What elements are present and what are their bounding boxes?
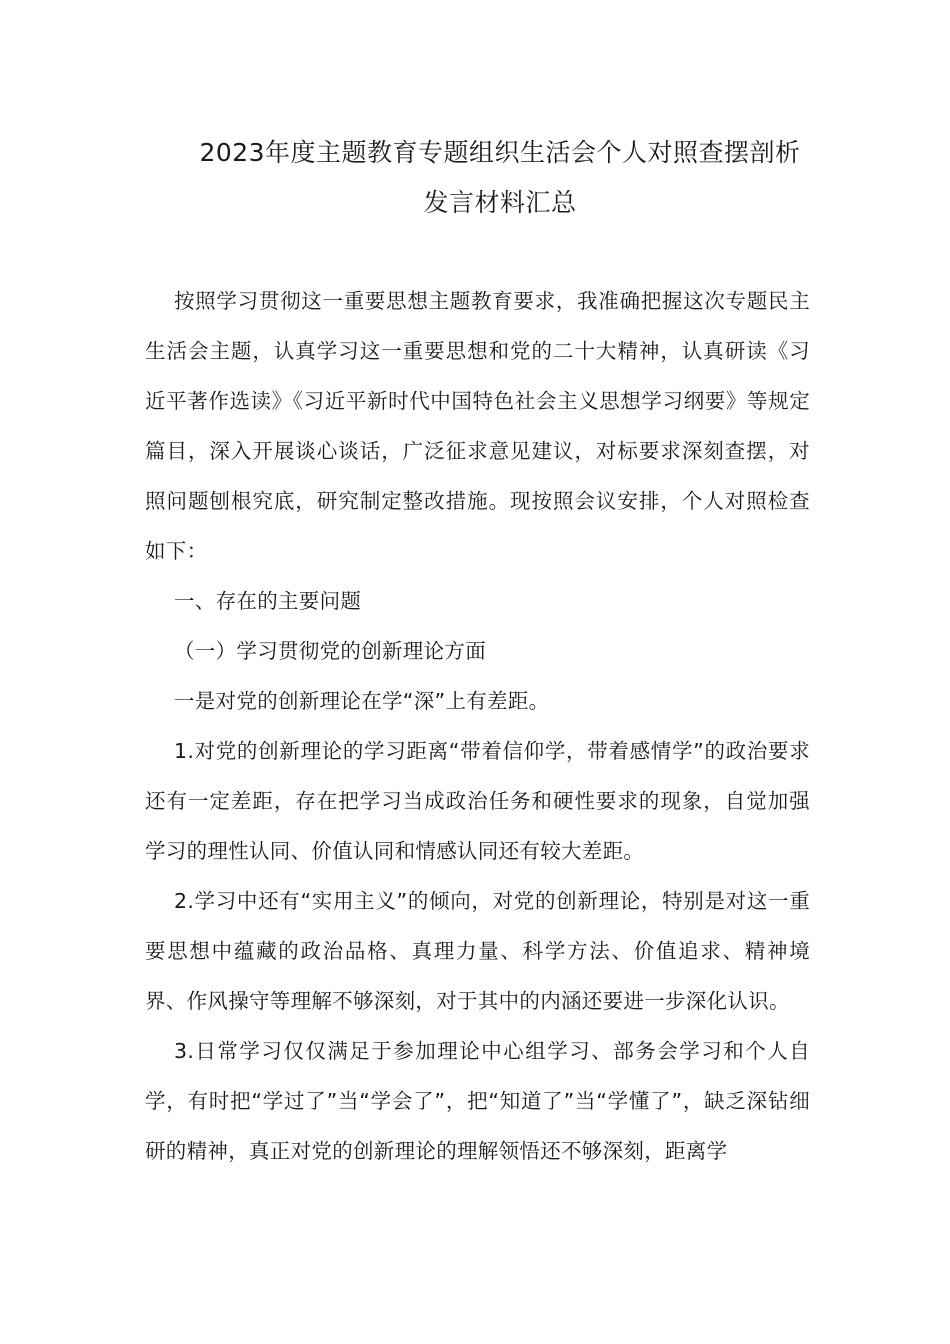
paragraph-item-3: 3.日常学习仅仅满足于参加理论中心组学习、部务会学习和个人自学，有时把“学过了”当“学会了”，把“知道了”当“学懂了”，缺乏深钻细研的精神，真正对党的创新理论的理解领悟还不够深刻，距离学 [145,1039,810,1163]
title-line-1: 2023年度主题教育专题组织生活会个人对照查摆剖析 [199,138,801,167]
section-heading: 一、存在的主要问题 [174,589,362,613]
point-heading: 一是对党的创新理论在学“深”上有差距。 [174,689,550,713]
document-body [145,276,810,1176]
intro-paragraph: 按照学习贯彻这一重要思想主题教育要求，我准确把握这次专题民主生活会主题，认真学习这一重要思想和党的二十大精神，认真研读《习近平著作选读》《习近平新时代中国特色社会主义思想学习纲要》等规定篇目，深入开展谈心谈话，广泛征求意见建议，对标要求深刻查摆，对照问题刨根究底，研究制定整改措施。现按照会议安排，个人对照检查如下： [145,289,810,563]
document-title [140,128,860,228]
paragraph-item-2: 2.学习中还有“实用主义”的倾向，对党的创新理论，特别是对这一重要思想中蕴藏的政治品格、真理力量、科学方法、价值追求、精神境界、作风操守等理解不够深刻，对于其中的内涵还要进一步深化认识。 [145,889,810,1013]
title-line-2: 发言材料汇总 [423,188,577,217]
paragraph-item-1: 1.对党的创新理论的学习距离“带着信仰学，带着感情学”的政治要求还有一定差距，存在把学习当成政治任务和硬性要求的现象，自觉加强学习的理性认同、价值认同和情感认同还有较大差距。 [145,739,810,863]
subsection-heading: （一）学习贯彻党的创新理论方面 [174,639,486,663]
